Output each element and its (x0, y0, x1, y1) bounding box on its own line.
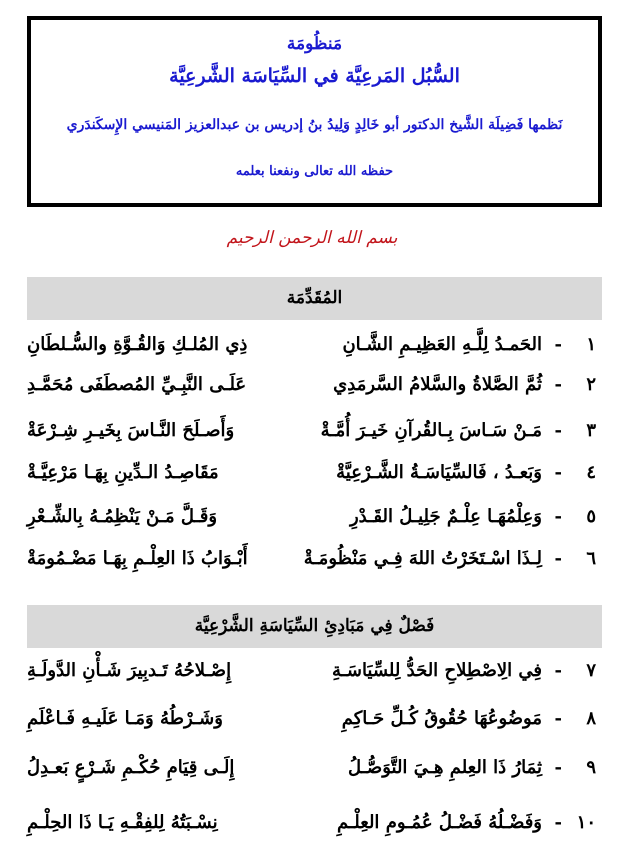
second-hemistich: ذِي المُلـكِ وَالقُـوَّةِ والسُّـلطَانِ (27, 334, 248, 355)
basmala: بسم الله الرحمن الرحيم (226, 228, 398, 248)
verse-dash: - (554, 506, 562, 527)
verse-number: ٩ (586, 757, 596, 778)
verse-dash: - (554, 708, 562, 729)
verse-number: ٣ (586, 420, 596, 441)
first-hemistich: فِي الِاصْطِلاحِ الحَدُّ لِلسِّيَاسَـةِ (331, 660, 542, 681)
verse-dash: - (554, 334, 562, 355)
second-hemistich: وَقَـلَّ مَـنْ يَنْظِمُـهُ بِالشِّـعْرِ (27, 506, 218, 527)
verse-dash: - (554, 374, 562, 395)
section-header-intro: المُقَدِّمَة (27, 277, 602, 320)
first-hemistich: مَـنْ سَـاسَ بِـالقُرآنِ خَيـرَ أُمَّـةْ (320, 420, 542, 441)
verse-row (27, 812, 602, 842)
first-hemistich: وَعِلْمُهَـا عِلْـمٌ جَلِيـلُ القَـدْرِ (349, 506, 542, 527)
verse-row (27, 548, 602, 578)
first-hemistich: الحَمـدُ لِلَّـهِ العَظِيـمِ الشَّـانِ (342, 334, 542, 355)
author-line: نَظمها فَضِيلَة الشَّيخ الدكتور أبو خَالِدٍ وَلِيدُ بنُ إدريس بن عبدالعزيز المَنيسي الإِسكَندَري (66, 117, 563, 133)
verse-row (27, 757, 602, 787)
verse-number: ٧ (586, 660, 596, 681)
verse-dash: - (554, 462, 562, 483)
poem-title: السُّبُل المَرعِيَّة في السِّيَاسَة الشَّرعِيَّة (169, 65, 460, 87)
verse-number: ١٠ (576, 812, 596, 833)
verse-row (27, 374, 602, 404)
verse-row (27, 334, 602, 364)
first-hemistich: وَبَعـدُ ، فَالسِّيَاسَـةُ الشَّـرْعِيَّةْ (336, 462, 542, 483)
second-hemistich: وَأَصـلَحَ النَّـاسَ بِخَيـرِ شِـرْعَةْ (27, 420, 235, 441)
verse-number: ٤ (586, 462, 596, 483)
verse-row (27, 506, 602, 536)
verse-row (27, 660, 602, 690)
verse-row (27, 420, 602, 450)
section-header-principles: فَصْلٌ فِي مَبَادِئِ السِّيَاسَةِ الشَّرْعِيَّة (27, 605, 602, 648)
second-hemistich: إِصْـلاحُهُ تَـدبِيرَ شَـأْنِ الدَّولَـةِ (27, 660, 232, 681)
verse-row (27, 462, 602, 492)
first-hemistich: ثِمَارُ ذَا العِلمِ هِـيَ التَّوَصُّـلُ (348, 757, 542, 778)
verse-row (27, 708, 602, 738)
verse-number: ٦ (586, 548, 596, 569)
verse-dash: - (554, 660, 562, 681)
verse-number: ٢ (586, 374, 596, 395)
second-hemistich: عَلَـى النَّبِـيِّ المُصطَفَى مُحَمَّـدِ (27, 374, 247, 395)
verse-number: ١ (586, 334, 596, 355)
verse-dash: - (554, 757, 562, 778)
second-hemistich: أَبْـوَابُ ذَا العِلْـمِ بِهَـا مَضْـمُومَةْ (27, 548, 248, 569)
title-box (27, 16, 602, 207)
second-hemistich: مَقَاصِـدُ الـدِّينِ بِهَـا مَرْعِيَّـةْ (27, 462, 219, 483)
prayer-line: حفظه الله تعالى ونفعنا بعلمه (235, 164, 394, 179)
first-hemistich: ثُمَّ الصَّلاةُ والسَّلامُ السَّرمَدِي (333, 374, 542, 395)
verse-number: ٥ (586, 506, 596, 527)
poem-type: مَنظُومَة (286, 34, 343, 54)
second-hemistich: إِلَـى قِيَامِ حُكْـمِ شَـرْعٍ بَعـدِلُ (27, 757, 235, 778)
verse-number: ٨ (586, 708, 596, 729)
verse-dash: - (554, 812, 562, 833)
first-hemistich: لِـذَا اسْـتَخَرْتُ اللهَ فِـي مَنْظُومَـةْ (303, 548, 542, 569)
second-hemistich: وَشَـرْطُهُ وَمَـا عَلَيـهِ فَـاعْلَمِ (27, 708, 223, 729)
second-hemistich: نِسْـبَتُهُ لِلفِقْـهِ يَـا ذَا الحِلْـمِ (27, 812, 218, 833)
first-hemistich: مَوضُوعُهَا حُقُوقُ كُـلِّ حَـاكِمِ (341, 708, 542, 729)
verse-dash: - (554, 420, 562, 441)
first-hemistich: وَفَضْـلُهُ فَضْـلُ عُمُـومِ العِلْـمِ (337, 812, 542, 833)
verse-dash: - (554, 548, 562, 569)
